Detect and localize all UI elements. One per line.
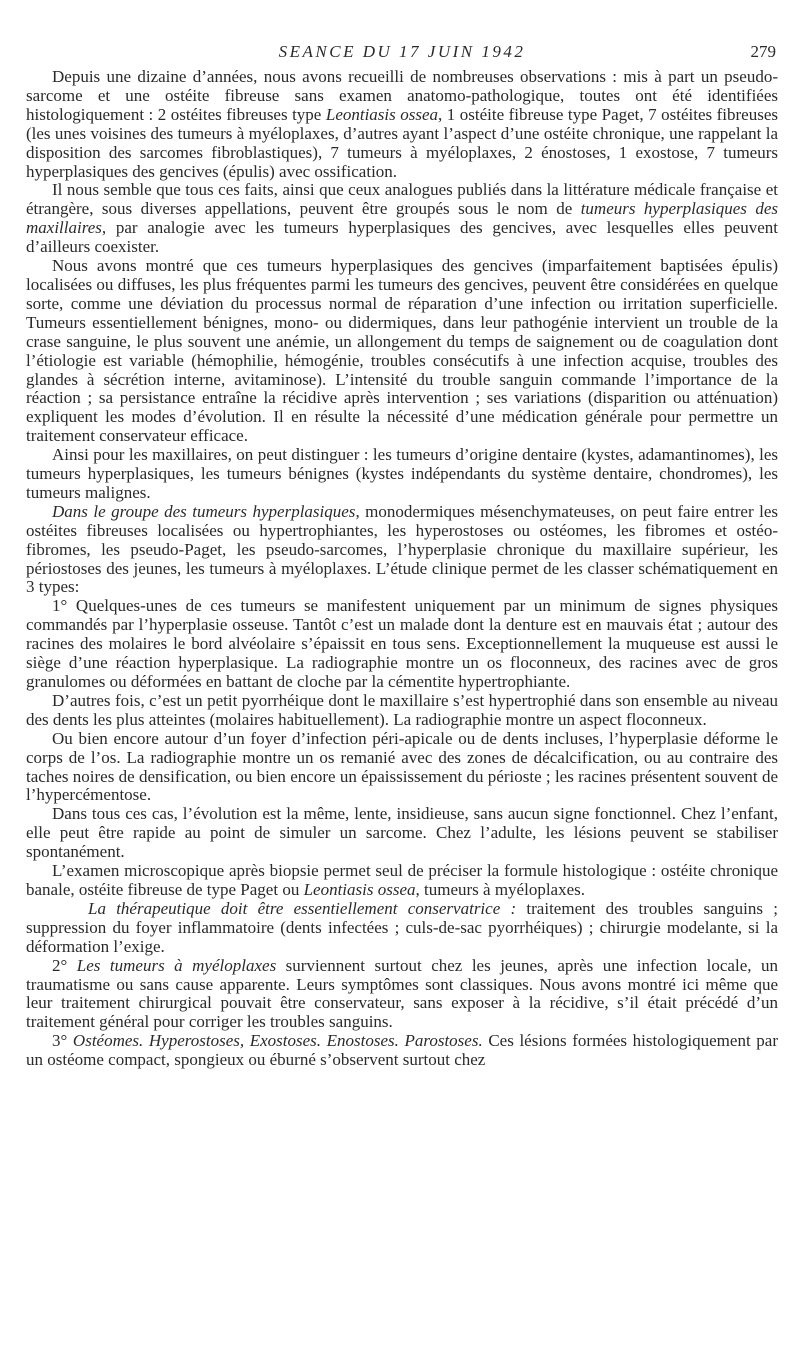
paragraph bbox=[26, 730, 778, 806]
italic-text: Leontiasis ossea bbox=[325, 104, 439, 124]
text-segment: Ainsi pour les maxillaires, on peut distinguer : les tumeurs d’origine dentaire (kystes, adamantinomes), les tumeurs hyperplasiques, les tumeurs bénignes (kystes indépendants du système dentaire, chondromes), les tumeurs malignes. bbox=[26, 445, 778, 502]
paragraph bbox=[26, 692, 778, 730]
paragraph bbox=[26, 181, 778, 257]
text-segment: D’autres fois, c’est un petit pyorrhéique dont le maxillaire s’est hypertrophié dans son ensemble au niveau des dents les plus atteintes (molaires habituellement). La radiographie montre un aspect floconneux. bbox=[26, 690, 778, 729]
text-segment: , monodermiques mésenchymateuses, on peut faire entrer les ostéites fibreuses localisées ou hypertrophiantes, les hyperostoses ou ostéomes, les fibromes et ostéo-fibromes, les pseudo-Paget, les pseudo-sarcomes, l’hyperplasie chronique du maxillaire supérieur, les périostoses des jeunes, les tumeurs à myéloplaxes. L’étude clinique permet de les classer schématiquement en 3 types: bbox=[26, 501, 778, 597]
text-segment: Il nous semble que tous ces faits, ainsi que ceux analogues publiés dans la littérature médicale française et étrangère, sous diverses appellations, peuvent être groupés sous le nom de bbox=[26, 180, 778, 219]
paragraph bbox=[26, 862, 778, 900]
paragraph bbox=[26, 68, 778, 181]
paragraph bbox=[26, 1032, 778, 1070]
text-segment: Ou bien encore autour d’un foyer d’infection péri-apicale ou de dents incluses, l’hyperplasie déforme le corps de l’os. La radiographie montre un os remanié avec des zones de décalcification, ou au contraire des taches noires de densification, ou bien encore un épaississement du périoste ; les racines présentent souvent de l’hypercémentose. bbox=[26, 728, 778, 805]
paragraph bbox=[26, 597, 778, 692]
paragraph bbox=[26, 446, 778, 503]
text-segment: 3° bbox=[52, 1031, 73, 1051]
text-segment: 2° bbox=[52, 955, 77, 975]
text-segment: , par analogie avec les tumeurs hyperplasiques des gencives, avec lesquelles elles peuvent d’ailleurs coexister. bbox=[26, 218, 778, 257]
page-number: 279 bbox=[750, 42, 776, 61]
text-segment: surviennent surtout chez les jeunes, après une infection locale, un traumatisme ou sans cause apparente. Leurs symptômes sont classiques. Nous avons montré ici même que leur traitement chirurgical pouvait être conservateur, sans exposer à la récidive, s’il était précédé d’un traitement général pour corriger les troubles sanguins. bbox=[26, 955, 778, 1032]
body-text bbox=[26, 68, 778, 1070]
text-segment: Depuis une dizaine d’années, nous avons recueilli de nombreuses observations : mis à part un pseudo-sarcome et une ostéite fibreuse sans examen anatomo-pathologique, toutes ont été identifiées histologiquement : 2 ostéites fibreuses type bbox=[26, 67, 778, 124]
text-segment: , tumeurs à myéloplaxes. bbox=[415, 879, 586, 899]
page-header bbox=[26, 38, 778, 68]
text-segment: traitement des troubles sanguins ; suppression du foyer inflammatoire (dents infectées ; culs-de-sac pyorrhéiques) ; chirurgie modelante, si la déformation l’exige. bbox=[26, 898, 778, 956]
italic-text: tumeurs hyperplasiques des maxillaires bbox=[26, 199, 778, 238]
text-segment: 1° Quelques-unes de ces tumeurs se manifestent uniquement par un minimum de signes physiques commandés par l’hyperplasie osseuse. Tantôt c’est un malade dont la denture est en mauvais état ; autour des racines des molaires le bord alvéolaire s’épaissit en tous sens. Exceptionnellement la muqueuse est aussi le siège d’une réaction hyperplasique. La radiographie montre un os floconneux, des racines avec de gros granulomes ou déformées en battant de cloche par la cémentite hypertrophiante. bbox=[26, 596, 778, 691]
italic-text: Leontiasis ossea bbox=[303, 879, 416, 899]
paragraph bbox=[26, 257, 778, 446]
italic-text: Ostéomes. Hyperostoses, Exostoses. Enostoses. Parostoses. bbox=[72, 1031, 483, 1051]
paragraph bbox=[26, 957, 778, 1033]
text-segment: Dans tous ces cas, l’évolution est la même, lente, insidieuse, sans aucun signe fonctionnel. Chez l’enfant, elle peut être rapide au point de simuler un sarcome. Chez l’adulte, les lésions peuvent se stabiliser spontanément. bbox=[26, 804, 778, 862]
paragraph bbox=[26, 503, 778, 598]
paragraph bbox=[26, 805, 778, 862]
paragraph bbox=[26, 900, 778, 957]
text-segment: Ces lésions formées histologiquement par un ostéome compact, spongieux ou éburné s’observent surtout chez bbox=[26, 1031, 778, 1070]
italic-text: Dans le groupe des tumeurs hyperplasiques bbox=[52, 501, 356, 521]
italic-text: Les tumeurs à myéloplaxes bbox=[76, 955, 277, 975]
italic-text: La thérapeutique doit être essentiellement conservatrice : bbox=[88, 898, 517, 918]
text-segment: , 1 ostéite fibreuse type Paget, 7 ostéites fibreuses (les unes voisines des tumeurs à myéloplaxes, d’autres ayant l’aspect d’une ostéite chronique, une rappelant la disposition des sarcomes fibroblastiques), 7 tumeurs à myéloplaxes, 2 énostoses, 1 exostose, 7 tumeurs hyperplasiques des gencives (épulis) avec ossification. bbox=[26, 104, 778, 181]
text-segment: Nous avons montré que ces tumeurs hyperplasiques des gencives (imparfaitement baptisées épulis) localisées ou diffuses, les plus fréquentes parmi les tumeurs des gencives, peuvent être considérées en quelque sorte, comme une déviation du processus normal de réparation d’une infection ou irritation superficielle. Tumeurs essentiellement bénignes, mono- ou didermiques, dans leur pathogénie intervient un trouble de la crase sanguine, le plus souvent une anémie, un allongement du temps de saignement ou de coagulation dont l’étiologie est variable (hémophilie, hémogénie, troubles consécutifs à une infection acquise, troubles des glandes à sécrétion interne, avitaminose). L’intensité du trouble sanguin commande l’importance de la réaction ; sa persistance entraîne la récidive après intervention ; ses variations (disparition ou atténuation) expliquent les modes d’évolution. Il en résulte la nécessité d’une médication générale pour permettre un traitement conservateur efficace. bbox=[26, 256, 778, 446]
text-segment: L’examen microscopique après biopsie permet seul de préciser la formule histologique : ostéite chronique banale, ostéite fibreuse de type Paget ou bbox=[26, 861, 778, 899]
running-head: SEANCE DU 17 JUIN 1942 bbox=[278, 42, 526, 61]
